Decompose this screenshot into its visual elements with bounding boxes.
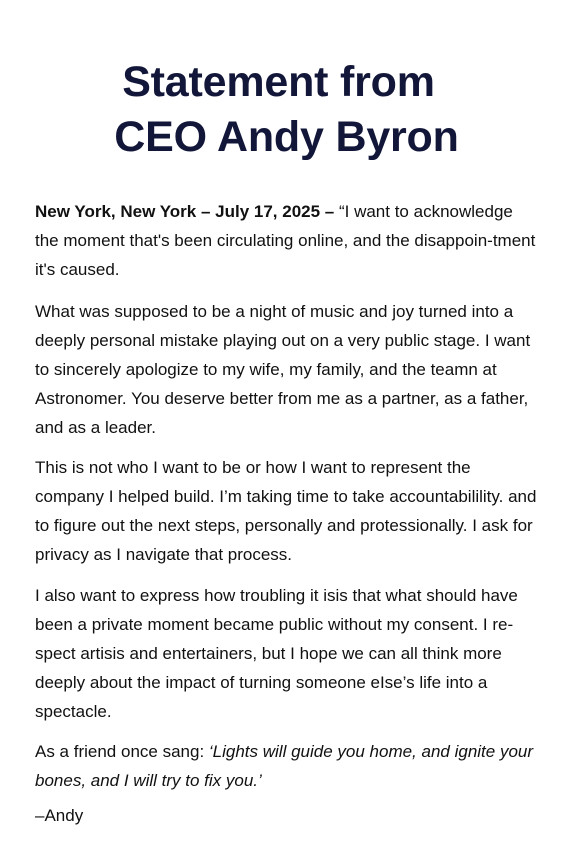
- closing-paragraph: [35, 737, 540, 795]
- closing-quote: ‘Lights will guide you home, and ignite your bones, and I will try to fix you.’: [35, 742, 534, 790]
- dateline: New York, New York – July 17, 2025 –: [35, 202, 335, 221]
- intro-paragraph: [35, 197, 540, 284]
- signature: –Andy: [35, 806, 84, 825]
- title-line-2: CEO Andy Byron: [114, 113, 459, 161]
- paragraph-accountability: This is not who I want to be or how I want to represent the company I helped build. I’m taking time to take accountabilility. and to figure out the next steps, personally and protessionally. I ask for privacy as I navigate that process.: [35, 458, 537, 564]
- title-line-1: Statement from: [122, 58, 435, 106]
- page-title: [0, 55, 567, 165]
- intro-text: “I want to acknowledge the moment that's been circulating online, and the disappoin-tment it's caused.: [35, 202, 536, 279]
- closing-lead: As a friend once sang:: [35, 742, 209, 761]
- paragraph-privacy: I also want to express how troubling it isis that what should have been a private moment became public without my consent. I re-spect artisis and entertainers, but I hope we can all think more deeply about the impact of turning someone eIse’s life into a spectacle.: [35, 586, 518, 721]
- paragraph-apology: What was supposed to be a night of music and joy turned into a deeply personal mistake playing out on a very public stage. I want to sincerely apologize to my wife, my family, and the teamn at Astronomer. You deserve better from me as a partner, as a father, and as a leader.: [35, 302, 531, 437]
